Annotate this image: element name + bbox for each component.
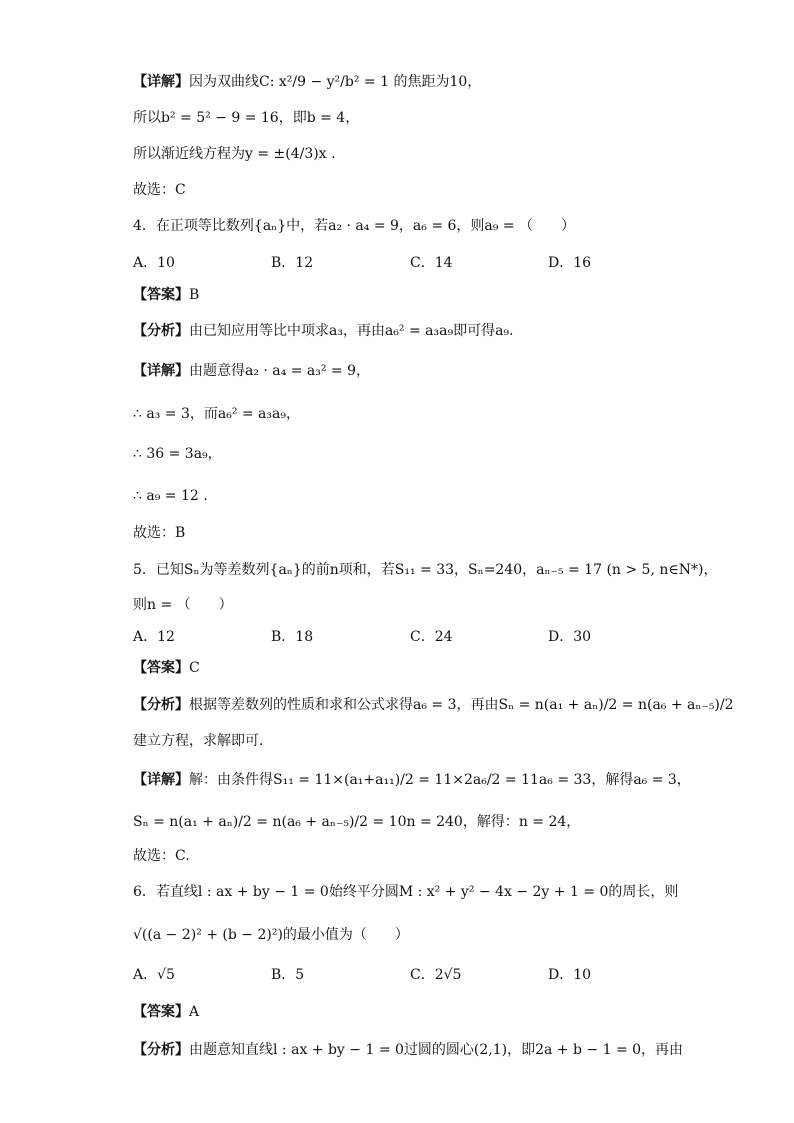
text-line: Sₙ = n(a₁ + aₙ)/2 = n(a₆ + aₙ₋₅)/2 = 10n = 240，解得：n = 24， — [133, 814, 581, 830]
option-c: C．24 — [410, 629, 453, 645]
option-a: A．12 — [133, 629, 175, 645]
text-line: ∴ a₃ = 3，而a₆² = a₃a₉， — [133, 406, 300, 422]
choice-line: 故选：C — [133, 182, 186, 198]
option-c: C．2√5 — [410, 967, 462, 983]
question-5: 5．已知Sₙ为等差数列{aₙ}的前n项和，若S₁₁ = 33，Sₙ=240，aₙ₋₅ = 17 (n > 5, n∈N*)， — [133, 562, 718, 578]
analysis-line: 【分析】由题意知直线l : ax + by − 1 = 0过圆的圆心(2,1)，即2a + b − 1 = 0，再由 — [133, 1042, 684, 1058]
choice-line: 故选：C. — [133, 848, 190, 864]
text-line: 所以渐近线方程为y = ±(4/3)x . — [133, 146, 336, 162]
option-a: A．√5 — [133, 967, 175, 983]
analysis-line: 【分析】由已知应用等比中项求a₃，再由a₆² = a₃a₉即可得a₉. — [133, 323, 514, 339]
question-4: 4．在正项等比数列{aₙ}中，若a₂ · a₄ = 9，a₆ = 6，则a₉ = （ ） — [133, 218, 576, 234]
text-line: ∴ a₉ = 12 . — [133, 488, 208, 504]
detail-line: 【详解】因为双曲线C: x²/9 − y²/b² = 1 的焦距为10， — [133, 74, 482, 90]
answer-line: 【答案】B — [133, 287, 200, 303]
choice-line: 故选：B — [133, 525, 186, 541]
answer-line: 【答案】C — [133, 660, 200, 676]
text-line: ∴ 36 = 3a₉， — [133, 446, 222, 462]
option-d: D．10 — [548, 967, 592, 983]
option-d: D．30 — [548, 629, 592, 645]
text-line: 所以b² = 5² − 9 = 16，即b = 4， — [133, 110, 360, 126]
analysis-line: 【分析】根据等差数列的性质和求和公式求得a₆ = 3，再由Sₙ = n(a₁ + aₙ)/2 = n(a₆ + aₙ₋₅)/2 — [133, 697, 734, 713]
detail-line: 【详解】解：由条件得S₁₁ = 11×(a₁+a₁₁)/2 = 11×2a₆/2 = 11a₆ = 33，解得a₆ = 3， — [133, 772, 691, 788]
answer-line: 【答案】A — [133, 1004, 200, 1020]
option-c: C．14 — [410, 255, 453, 271]
question-6: 6．若直线l : ax + by − 1 = 0始终平分圆M : x² + y² − 4x − 2y + 1 = 0的周长，则 — [133, 884, 679, 900]
option-a: A．10 — [133, 255, 175, 271]
option-b: B．18 — [271, 629, 314, 645]
question-6-cont: √((a − 2)² + (b − 2)²)的最小值为（ ） — [133, 927, 409, 943]
option-b: B．12 — [271, 255, 314, 271]
option-b: B．5 — [271, 967, 305, 983]
text-line: 建立方程，求解即可. — [133, 733, 264, 749]
question-5-cont: 则n = （ ） — [133, 597, 233, 613]
detail-line: 【详解】由题意得a₂ · a₄ = a₃² = 9， — [133, 363, 371, 379]
option-d: D．16 — [548, 255, 592, 271]
